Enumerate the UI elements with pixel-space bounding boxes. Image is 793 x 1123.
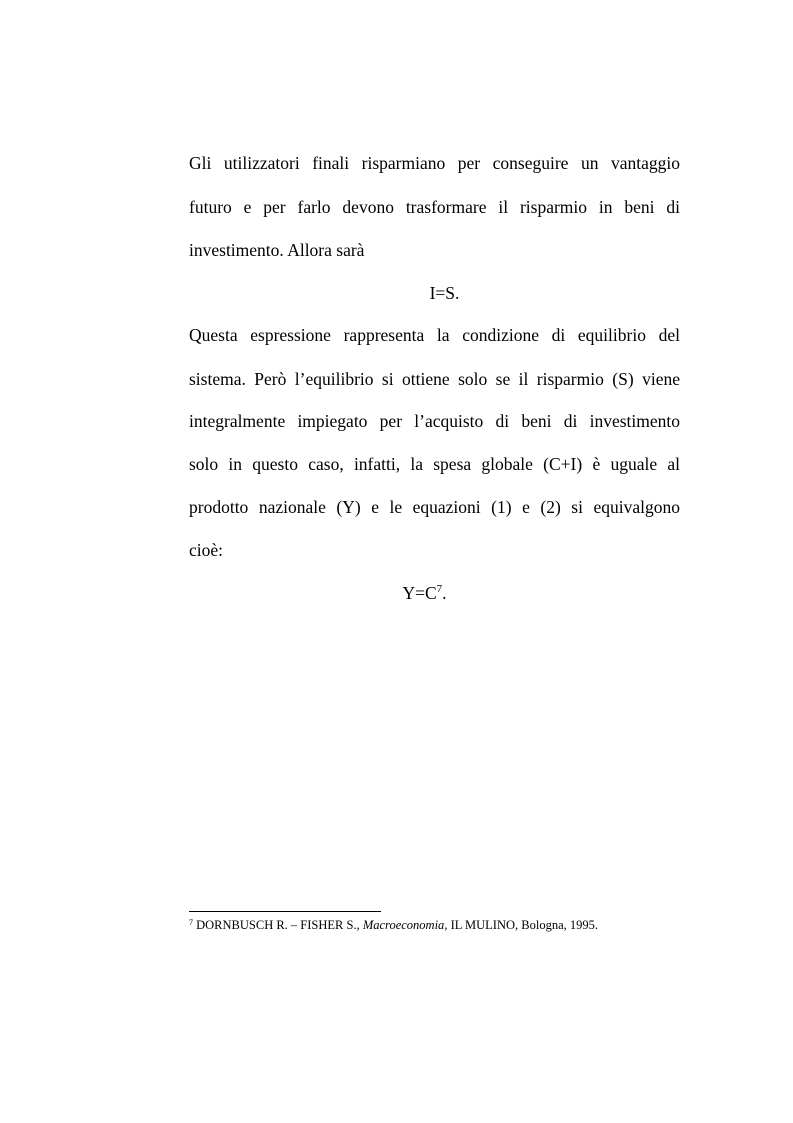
footnote-publisher: , IL MULINO, Bologna, 1995.: [444, 918, 598, 932]
equation-suffix: .: [442, 583, 447, 603]
footnote-authors: DORNBUSCH R. – FISHER S.,: [196, 918, 360, 932]
footnote-reference[interactable]: 7: [436, 583, 443, 595]
paragraph-line: investimento. Allora sarà: [189, 240, 365, 260]
paragraph-line: Questa espressione rappresenta la condizione di equilibrio del: [189, 325, 680, 345]
paragraph-line: futuro e per farlo devono trasformare il risparmio in beni di: [189, 197, 680, 217]
paragraph-line: cioè:: [189, 540, 224, 560]
paragraph-line: Gli utilizzatori finali risparmiano per conseguire un vantaggio: [189, 153, 680, 173]
equation-i-equals-s: I=S.: [429, 283, 460, 303]
paragraph-line: solo in questo caso, infatti, la spesa globale (C+I) è uguale al: [189, 454, 680, 474]
paragraph-line: sistema. Però l’equilibrio si ottiene solo se il risparmio (S) viene: [189, 369, 680, 389]
footnote: [189, 917, 598, 933]
footnote-number: 7: [189, 918, 193, 927]
equation-y-equals-c: [179, 582, 670, 604]
footnote-title: Macroeconomia: [362, 918, 445, 932]
paragraph-line: prodotto nazionale (Y) e le equazioni (1) e (2) si equivalgono: [189, 497, 680, 517]
equation-text: Y=C: [402, 583, 437, 603]
footnote-separator: [189, 911, 381, 912]
paragraph-line: integralmente impiegato per l’acquisto di beni di investimento: [189, 411, 680, 431]
